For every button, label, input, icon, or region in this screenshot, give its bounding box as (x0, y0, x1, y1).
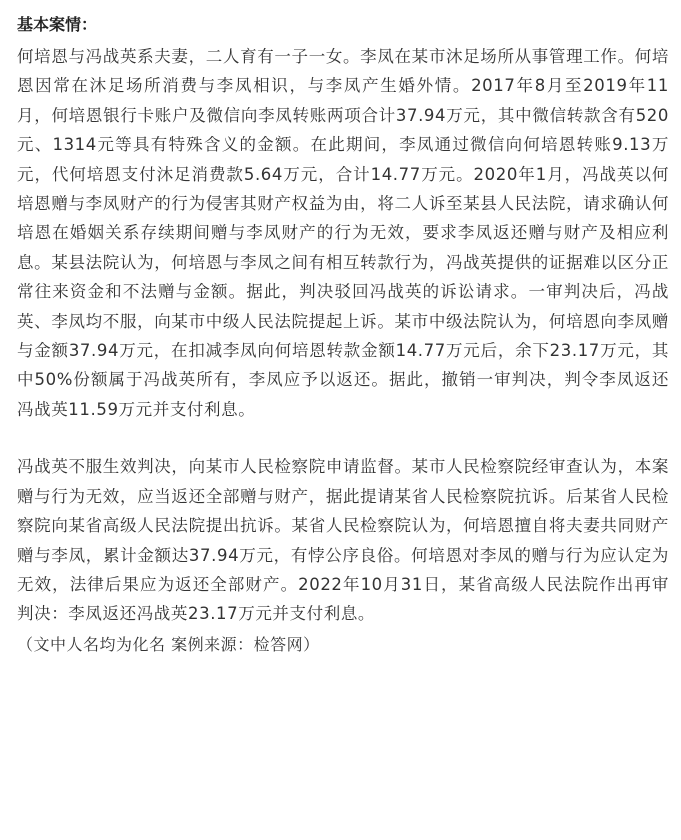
source-note: （文中人名均为化名 案例来源：检答网） (17, 634, 320, 654)
paragraph-spacer (17, 424, 669, 452)
section-heading: 基本案情： (17, 15, 98, 34)
article-body (17, 12, 669, 659)
case-paragraph-2: 冯战英不服生效判决，向某市人民检察院申请监督。某市人民检察院经审查认为，本案赠与行为无效，应当返还全部赠与财产，据此提请某省人民检察院抗诉。后某省人民检察院向某省高级人民法院提出抗诉。某省人民检察院认为，何培恩擅自将夫妻共同财产赠与李凤，累计金额达37.94万元，有悖公序良俗。何培恩对李凤的赠与行为应认定为无效，法律后果应为返还全部财产。2022年10月31日，某省高级人民法院作出再审判决：李凤返还冯战英23.17万元并支付利息。 (17, 457, 669, 624)
case-paragraph-1: 何培恩与冯战英系夫妻，二人育有一子一女。李凤在某市沐足场所从事管理工作。何培恩因常在沐足场所消费与李凤相识，与李凤产生婚外情。2017年8月至2019年11月，何培恩银行卡账户及微信向李凤转账两项合计37.94万元，其中微信转款含有520元、1314元等具有特殊含义的金额。在此期间，李凤通过微信向何培恩转账9.13万元，代何培恩支付沐足消费款5.64万元，合计14.77万元。2020年1月，冯战英以何培恩赠与李凤财产的行为侵害其财产权益为由，将二人诉至某县人民法院，请求确认何培恩在婚姻关系存续期间赠与李凤财产的行为无效，要求李凤返还赠与财产及相应利息。某县法院认为，何培恩与李凤之间有相互转款行为，冯战英提供的证据难以区分正常往来资金和不法赠与金额。据此，判决驳回冯战英的诉讼请求。一审判决后，冯战英、李凤均不服，向某市中级人民法院提起上诉。某市中级法院认为，何培恩向李凤赠与金额37.94万元，在扣减李凤向何培恩转款金额14.77万元后，余下23.17万元，其中50%份额属于冯战英所有，李凤应予以返还。据此，撤销一审判决，判令李凤返还冯战英11.59万元并支付利息。 (17, 47, 669, 419)
